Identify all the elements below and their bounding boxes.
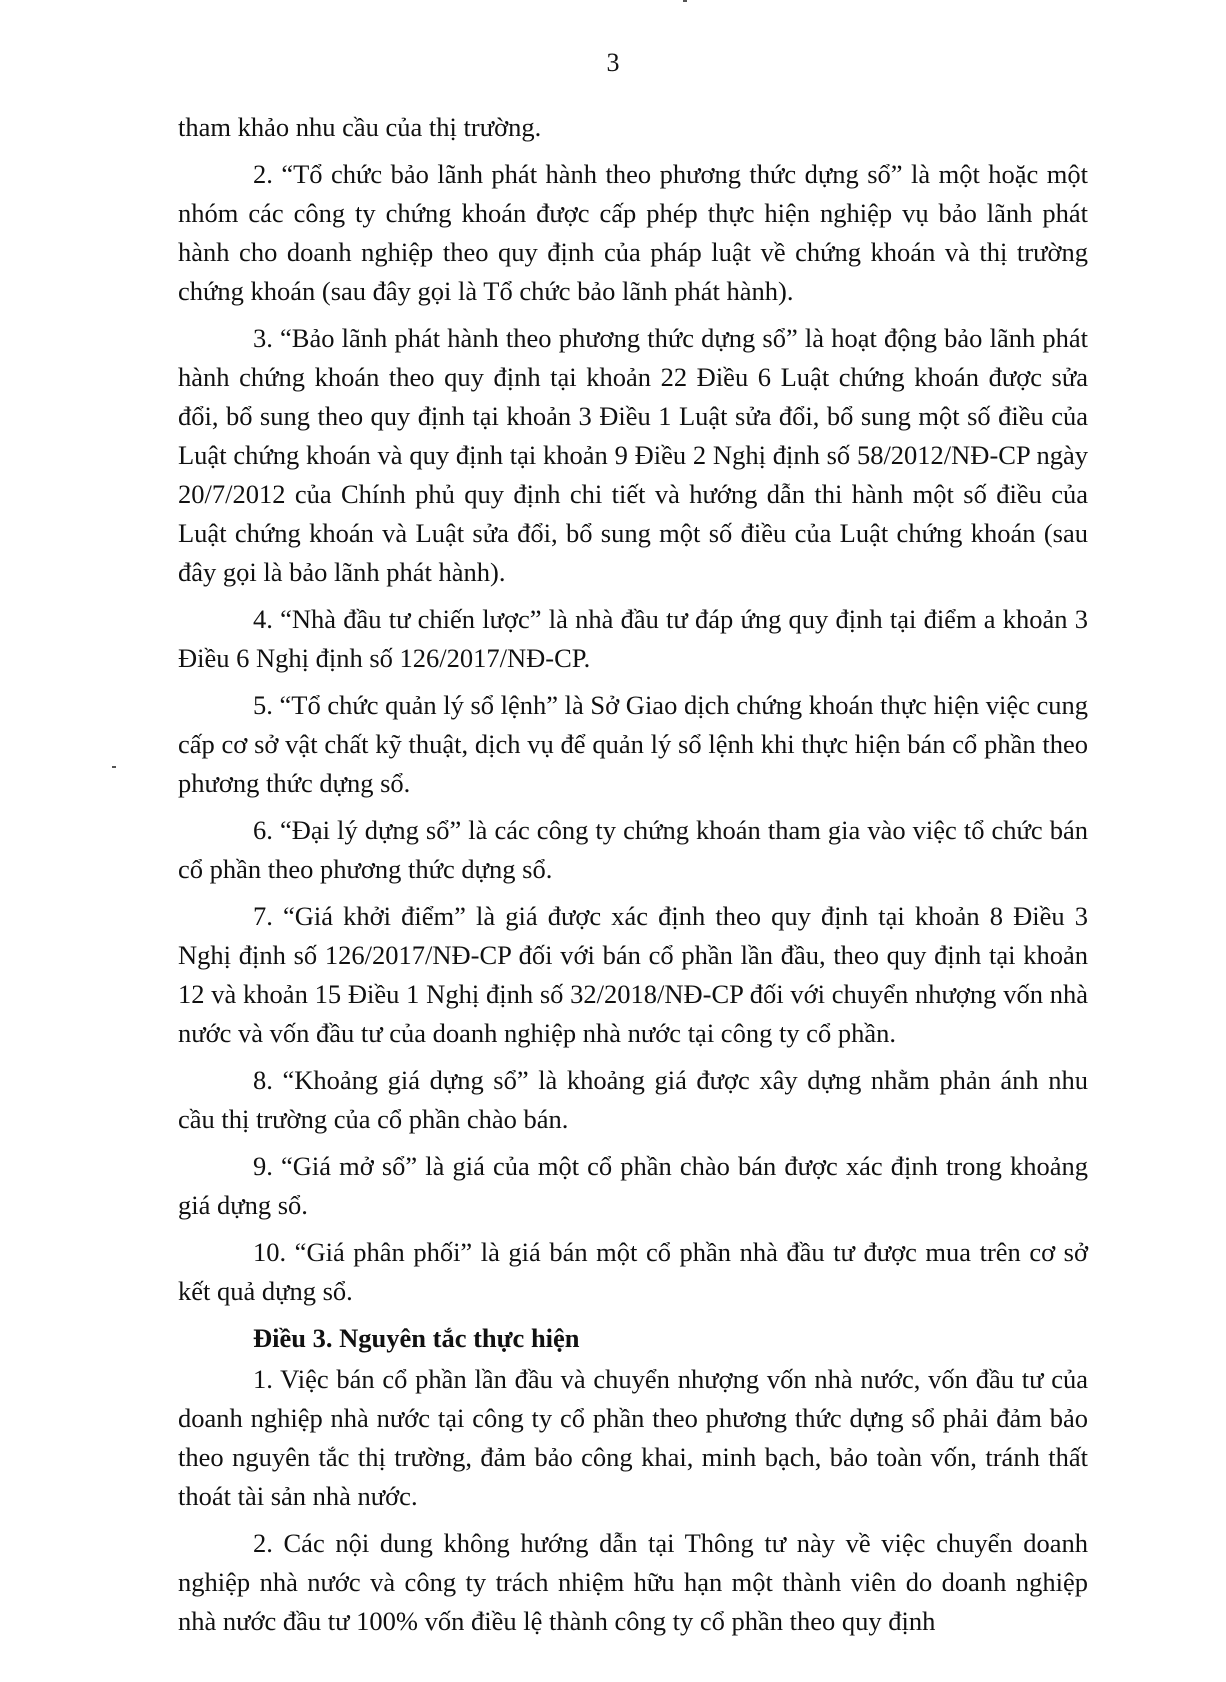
definition-item-5: 5. “Tổ chức quản lý sổ lệnh” là Sở Giao dịch chứng khoán thực hiện việc cung cấp cơ sở vật chất kỹ thuật, dịch vụ để quản lý sổ lệnh khi thực hiện bán cổ phần theo phương thức dựng sổ. xyxy=(178,690,1088,798)
definition-item-4: 4. “Nhà đầu tư chiến lược” là nhà đầu tư đáp ứng quy định tại điểm a khoản 3 Điều 6 Nghị định số 126/2017/NĐ-CP. xyxy=(178,604,1088,673)
definition-item-8: 8. “Khoảng giá dựng sổ” là khoảng giá được xây dựng nhằm phản ánh nhu cầu thị trường của cổ phần chào bán. xyxy=(178,1065,1088,1134)
document-body xyxy=(178,108,1088,1649)
definition-item-10: 10. “Giá phân phối” là giá bán một cổ phần nhà đầu tư được mua trên cơ sở kết quả dựng sổ. xyxy=(178,1237,1088,1306)
definition-item-6: 6. “Đại lý dựng sổ” là các công ty chứng khoán tham gia vào việc tổ chức bán cổ phần theo phương thức dựng sổ. xyxy=(178,815,1088,884)
article-3-item-1: 1. Việc bán cổ phần lần đầu và chuyển nhượng vốn nhà nước, vốn đầu tư của doanh nghiệp nhà nước tại công ty cổ phần theo phương thức dựng sổ phải đảm bảo theo nguyên tắc thị trường, đảm bảo công khai, minh bạch, bảo toàn vốn, tránh thất thoát tài sản nhà nước. xyxy=(178,1364,1088,1511)
paragraph-continuation: tham khảo nhu cầu của thị trường. xyxy=(178,112,542,142)
article-3-heading: Điều 3. Nguyên tắc thực hiện xyxy=(253,1323,580,1353)
scan-speck xyxy=(683,0,687,2)
definition-item-9: 9. “Giá mở sổ” là giá của một cổ phần chào bán được xác định trong khoảng giá dựng sổ. xyxy=(178,1151,1088,1220)
definition-item-2: 2. “Tổ chức bảo lãnh phát hành theo phương thức dựng sổ” là một hoặc một nhóm các công ty chứng khoán được cấp phép thực hiện nghiệp vụ bảo lãnh phát hành cho doanh nghiệp theo quy định của pháp luật về chứng khoán và thị trường chứng khoán (sau đây gọi là Tổ chức bảo lãnh phát hành). xyxy=(178,159,1088,306)
definition-item-3: 3. “Bảo lãnh phát hành theo phương thức dựng sổ” là hoạt động bảo lãnh phát hành chứng khoán theo quy định tại khoản 22 Điều 6 Luật chứng khoán được sửa đổi, bổ sung theo quy định tại khoản 3 Điều 1 Luật sửa đổi, bổ sung một số điều của Luật chứng khoán và quy định tại khoản 9 Điều 2 Nghị định số 58/2012/NĐ-CP ngày 20/7/2012 của Chính phủ quy định chi tiết và hướng dẫn thi hành một số điều của Luật chứng khoán và Luật sửa đổi, bổ sung một số điều của Luật chứng khoán (sau đây gọi là bảo lãnh phát hành). xyxy=(178,323,1088,587)
page-number: 3 xyxy=(606,48,620,77)
scan-speck xyxy=(112,766,116,768)
definition-item-7: 7. “Giá khởi điểm” là giá được xác định theo quy định tại khoản 8 Điều 3 Nghị định số 126/2017/NĐ-CP đối với bán cổ phần lần đầu, theo quy định tại khoản 12 và khoản 15 Điều 1 Nghị định số 32/2018/NĐ-CP đối với chuyển nhượng vốn nhà nước và vốn đầu tư của doanh nghiệp nhà nước tại công ty cổ phần. xyxy=(178,901,1088,1048)
article-3-item-2: 2. Các nội dung không hướng dẫn tại Thông tư này về việc chuyển doanh nghiệp nhà nước và công ty trách nhiệm hữu hạn một thành viên do doanh nghiệp nhà nước đầu tư 100% vốn điều lệ thành công ty cổ phần theo quy định xyxy=(178,1528,1088,1636)
